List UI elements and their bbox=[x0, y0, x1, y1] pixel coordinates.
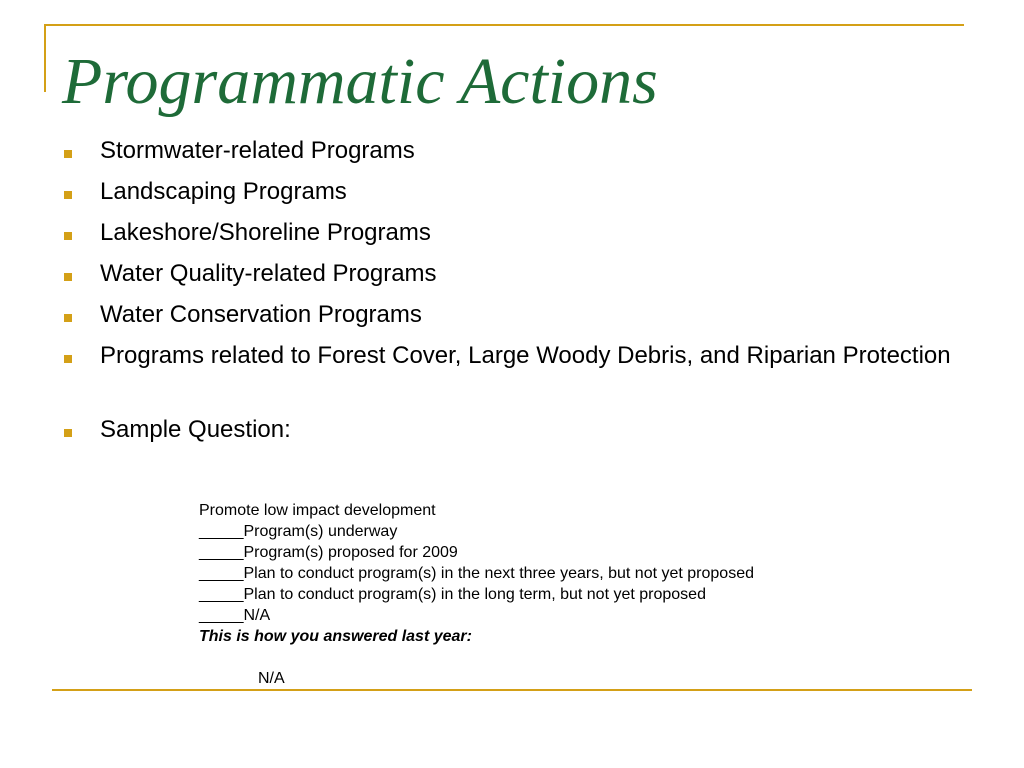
bullet-square-icon bbox=[64, 150, 72, 158]
bullet-list bbox=[62, 134, 962, 454]
bullet-item bbox=[62, 134, 962, 167]
sample-option: _____Plan to conduct program(s) in the long term, but not yet proposed bbox=[199, 586, 706, 603]
bullet-square-icon bbox=[64, 429, 72, 437]
bullet-item bbox=[62, 298, 962, 331]
bullet-item bbox=[62, 257, 962, 290]
sample-option: _____Program(s) underway bbox=[199, 523, 398, 540]
sample-option: _____Program(s) proposed for 2009 bbox=[199, 544, 458, 561]
bullet-square-icon bbox=[64, 232, 72, 240]
bullet-text: Water Quality-related Programs bbox=[100, 260, 437, 287]
bullet-square-icon bbox=[64, 191, 72, 199]
bullet-text: Sample Question: bbox=[100, 416, 291, 443]
bullet-item-sample-question bbox=[62, 413, 962, 446]
bullet-item bbox=[62, 175, 962, 208]
bullet-square-icon bbox=[64, 273, 72, 281]
bullet-item bbox=[62, 216, 962, 249]
bottom-border-line bbox=[52, 689, 972, 691]
sample-option: _____N/A bbox=[199, 607, 271, 624]
last-year-answer: N/A bbox=[258, 670, 285, 687]
bullet-text: Stormwater-related Programs bbox=[100, 137, 415, 164]
top-border-line bbox=[44, 24, 964, 26]
bullet-square-icon bbox=[64, 314, 72, 322]
bullet-text: Programs related to Forest Cover, Large Woody Debris, and Riparian Protection bbox=[100, 342, 951, 369]
bullet-text: Lakeshore/Shoreline Programs bbox=[100, 219, 431, 246]
sample-option: _____Plan to conduct program(s) in the next three years, but not yet proposed bbox=[199, 565, 754, 582]
slide-title: Programmatic Actions bbox=[62, 45, 658, 118]
bullet-square-icon bbox=[64, 355, 72, 363]
left-border-line bbox=[44, 24, 46, 92]
bullet-text: Landscaping Programs bbox=[100, 178, 347, 205]
sample-question-text: Promote low impact development bbox=[199, 502, 436, 519]
sample-question-block bbox=[199, 500, 754, 647]
bullet-text: Water Conservation Programs bbox=[100, 301, 422, 328]
last-year-label: This is how you answered last year: bbox=[199, 628, 472, 645]
bullet-item bbox=[62, 339, 962, 372]
